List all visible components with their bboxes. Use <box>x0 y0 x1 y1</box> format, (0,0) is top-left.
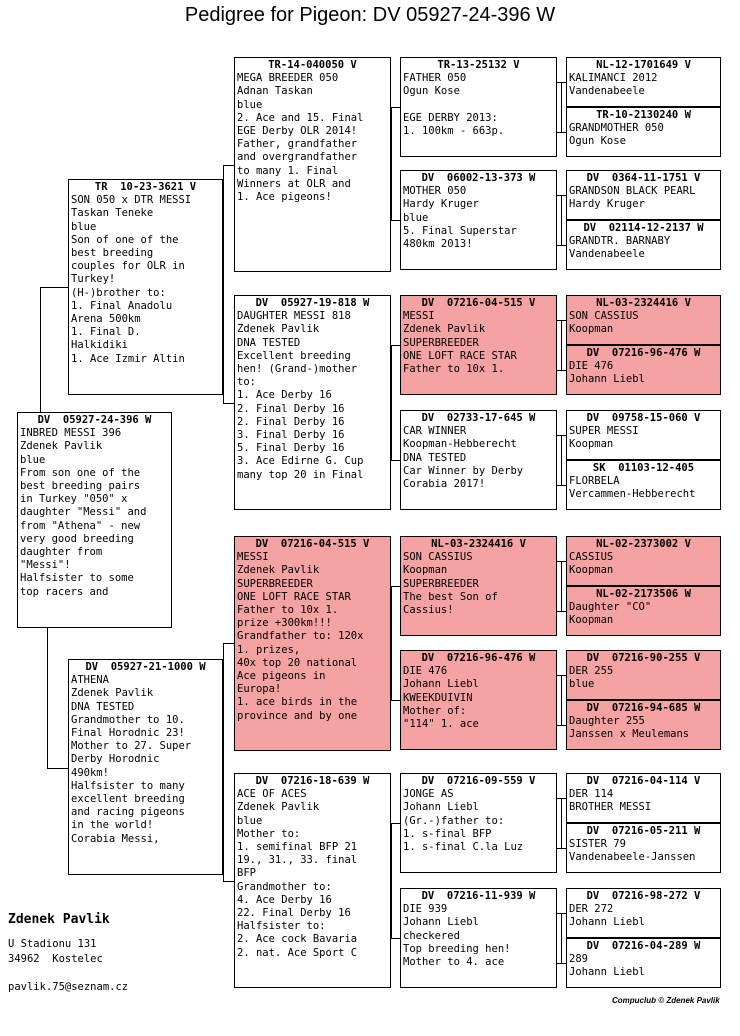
pigeon-name: GRANDTR. BARNABY <box>569 235 671 248</box>
pigeon-info-line: province and by one <box>237 709 358 722</box>
ring-number: DV 07216-96-476 W <box>421 652 536 664</box>
ring-number: TR-13-25132 V <box>437 59 520 71</box>
pigeon-info-line: and racing pigeons <box>71 806 185 819</box>
connector-line <box>561 798 562 848</box>
ring-number: DV 07216-96-476 W <box>586 347 701 359</box>
pigeon-info-line: EGE Derby OLR 2014! <box>237 125 358 138</box>
pedigree-card-sire-sire <box>234 57 391 272</box>
pigeon-info-line: 1. Ace Derby 16 <box>237 389 332 402</box>
connector-line <box>47 768 68 769</box>
pedigree-card-g13 <box>566 773 721 823</box>
pigeon-info-line: best breeding pairs <box>20 480 141 493</box>
pigeon-info-line: 1. prizes, <box>237 643 301 656</box>
pedigree-card-g2 <box>566 106 721 157</box>
pigeon-info-line: ONE LOFT RACE STAR <box>237 590 351 603</box>
pigeon-info-line: and overgrandfather <box>237 151 358 164</box>
pigeon-info-line: Zdenek Pavlik <box>71 687 154 700</box>
pigeon-info-line: Grandfather to: 120x <box>237 630 364 643</box>
page-title: Pedigree for Pigeon: DV 05927-24-396 W <box>184 4 556 26</box>
pigeon-info-line: Grandmother to: <box>237 880 332 893</box>
pigeon-info-line: 19., 31., 33. final <box>237 854 358 867</box>
pigeon-info-line: 2. Ace cock Bavaria <box>237 933 358 946</box>
pigeon-info-line: 480km 2013! <box>403 238 473 251</box>
connector-line <box>223 881 234 882</box>
pigeon-info-line: Mother to 27. Super <box>71 740 192 753</box>
connector-line <box>223 643 234 644</box>
ring-number: DV 09758-15-060 V <box>586 412 701 424</box>
pedigree-card-ddd <box>400 888 557 988</box>
connector-line <box>391 460 400 461</box>
ring-number: DV 07216-18-639 W <box>255 775 370 787</box>
pigeon-info-line: hen! (Grand-)mother <box>237 363 358 376</box>
pigeon-info-line: 1. s-final BFP <box>403 827 492 840</box>
connector-line <box>391 220 400 221</box>
pigeon-info-line: Johann Liebl <box>569 916 645 929</box>
pigeon-info-line: Derby Horodnic <box>71 753 160 766</box>
pigeon-name: SUPER MESSI <box>569 425 639 438</box>
pigeon-info-line: daughter "Messi" and <box>20 506 147 519</box>
pigeon-name: DAUGHTER MESSI 818 <box>237 310 351 323</box>
pigeon-info-line: Johann Liebl <box>403 916 479 929</box>
pigeon-info-line: Koopman <box>569 614 614 627</box>
pigeon-info-line: 5. Final Superstar <box>403 224 517 237</box>
connector-line <box>391 586 392 700</box>
pigeon-info-line: checkered <box>403 929 460 942</box>
pigeon-info-line: very good breeding <box>20 532 134 545</box>
pedigree-card-main <box>17 412 172 628</box>
pigeon-name: FLORBELA <box>569 475 620 488</box>
connector-line <box>47 628 48 768</box>
pigeon-info-line: Halfsister to some <box>20 572 134 585</box>
pigeon-name: DER 114 <box>569 788 614 801</box>
pigeon-name: CAR WINNER <box>403 425 467 438</box>
pigeon-info-line: Hardy Kruger <box>403 198 479 211</box>
connector-line <box>561 561 562 611</box>
pigeon-info-line: Mother to: <box>237 827 301 840</box>
connector-line <box>557 485 566 486</box>
pigeon-info-line: Vandenabeele <box>569 248 645 261</box>
pedigree-card-g9 <box>566 536 721 586</box>
pedigree-card-sire-dam <box>234 295 391 510</box>
pigeon-info-line: The best Son of <box>403 590 498 603</box>
pigeon-name: ACE OF ACES <box>237 788 307 801</box>
pigeon-name: 289 <box>569 953 588 966</box>
pedigree-card-g16 <box>566 937 721 988</box>
pigeon-info-line: Zdenek Pavlik <box>403 323 486 336</box>
ring-number: DV 07216-90-255 V <box>586 652 701 664</box>
pigeon-info-line: BROTHER MESSI <box>569 801 652 814</box>
pigeon-info-line: Halfsister to many <box>71 779 185 792</box>
pigeon-name: Daughter 255 <box>569 715 645 728</box>
pigeon-info-line: daughter from <box>20 546 103 559</box>
pedigree-card-g1 <box>566 57 721 107</box>
pigeon-info-line: Vandenabeele <box>569 85 645 98</box>
pigeon-info-line: 3. Final Derby 16 <box>237 429 345 442</box>
pedigree-card-dds <box>400 773 557 873</box>
breeder-address-street: U Stadionu 131 <box>8 938 97 950</box>
pigeon-name: ATHENA <box>71 674 109 687</box>
pigeon-info-line: couples for OLR in <box>71 260 185 273</box>
blank-line <box>403 99 554 112</box>
pigeon-info-line: "Messi"! <box>20 559 71 572</box>
pigeon-info-line: blue <box>237 814 263 827</box>
ring-number: NL-12-1701649 V <box>596 59 691 71</box>
pigeon-info-line: ONE LOFT RACE STAR <box>403 349 517 362</box>
connector-line <box>557 848 566 849</box>
pedigree-card-g10 <box>566 585 721 636</box>
pigeon-info-line: to many 1. Final <box>237 164 339 177</box>
connector-line <box>223 643 224 881</box>
pigeon-info-line: Winners at OLR and <box>237 177 351 190</box>
pigeon-info-line: in the world! <box>71 819 154 832</box>
pigeon-info-line: Taskan Teneke <box>71 207 154 220</box>
pigeon-info-line: Vercammen-Hebberecht <box>569 488 696 501</box>
pigeon-info-line: Koopman-Hebberecht <box>403 438 517 451</box>
ring-number: SK 01103-12-405 <box>592 462 695 474</box>
connector-line <box>391 107 400 108</box>
pigeon-info-line: Cassius! <box>403 604 454 617</box>
connector-line <box>561 675 562 725</box>
pigeon-info-line: Koopman <box>403 564 448 577</box>
pigeon-info-line: Zdenek Pavlik <box>237 564 320 577</box>
ring-number: DV 0364-11-1751 V <box>586 172 701 184</box>
pigeon-info-line: 1. Final Anadolu <box>71 299 173 312</box>
connector-line <box>223 165 234 166</box>
pigeon-name: GRANDSON BLACK PEARL <box>569 185 696 198</box>
pigeon-info-line: Father to 10x 1. <box>237 604 339 617</box>
ring-number: NL-03-2324416 V <box>431 538 526 550</box>
connector-line <box>561 320 562 370</box>
connector-line <box>391 107 392 220</box>
pigeon-name: FATHER 050 <box>403 72 467 85</box>
pigeon-info-line: 2. nat. Ace Sport C <box>237 946 358 959</box>
pedigree-card-dss <box>400 536 557 636</box>
ring-number: TR-10-2130240 W <box>596 109 691 121</box>
pigeon-info-line: DNA TESTED <box>403 451 467 464</box>
pigeon-info-line: DNA TESTED <box>71 700 135 713</box>
pigeon-info-line: EGE DERBY 2013: <box>403 111 498 124</box>
pigeon-info-line: 2. Ace and 15. Final <box>237 111 364 124</box>
pedigree-card-dam-dam <box>234 773 391 988</box>
pedigree-card-g8 <box>566 459 721 510</box>
pigeon-info-line: 1. semifinal BFP 21 <box>237 841 358 854</box>
ring-number: DV 07216-04-114 V <box>586 775 701 787</box>
pedigree-card-g5 <box>566 295 721 345</box>
pedigree-card-dam <box>68 659 223 875</box>
pigeon-name: SON CASSIUS <box>403 551 473 564</box>
pigeon-info-line: "114" 1. ace <box>403 718 479 731</box>
pigeon-name: DER 255 <box>569 665 614 678</box>
pigeon-name: DIE 939 <box>403 903 448 916</box>
pigeon-info-line: SUPERBREEDER <box>403 336 479 349</box>
pedigree-card-sire <box>68 179 223 395</box>
ring-number: DV 05927-24-396 W <box>37 414 152 426</box>
pedigree-card-sdd <box>400 410 557 510</box>
ring-number: DV 07216-04-515 V <box>421 297 536 309</box>
pigeon-info-line: blue <box>569 678 595 691</box>
ring-number: DV 07216-04-515 V <box>255 538 370 550</box>
pigeon-info-line: BFP <box>237 867 256 880</box>
ring-number: NL-02-2373002 V <box>596 538 691 550</box>
pigeon-info-line: KWEEKDUIVIN <box>403 691 473 704</box>
pigeon-info-line: Koopman <box>569 564 614 577</box>
pigeon-info-line: Son of one of the <box>71 233 179 246</box>
pigeon-info-line: Halfsister to: <box>237 920 326 933</box>
connector-line <box>557 370 566 371</box>
pigeon-info-line: Top breeding hen! <box>403 942 511 955</box>
connector-line <box>557 611 566 612</box>
connector-line <box>391 700 400 701</box>
ring-number: DV 07216-11-939 W <box>421 890 536 902</box>
ring-number: DV 02733-17-645 W <box>421 412 536 424</box>
pigeon-info-line: Johann Liebl <box>403 801 479 814</box>
pigeon-info-line: Mother to 4. ace <box>403 956 505 969</box>
pigeon-name: MESSI <box>403 310 435 323</box>
pigeon-info-line: Janssen x Meulemans <box>569 728 690 741</box>
connector-line <box>40 287 41 412</box>
pedigree-card-g4 <box>566 219 721 270</box>
pigeon-info-line: 40x top 20 national <box>237 656 358 669</box>
pigeon-name: KALIMANCI 2012 <box>569 72 658 85</box>
ring-number: TR 10-23-3621 V <box>94 181 197 193</box>
ring-number: TR-14-040050 V <box>268 59 357 71</box>
pigeon-info-line: from "Athena" - new <box>20 519 141 532</box>
connector-line <box>557 963 566 964</box>
pigeon-info-line: 2. Final Derby 16 <box>237 415 345 428</box>
connector-line <box>561 195 562 245</box>
pigeon-info-line: Final Horodnic 23! <box>71 727 185 740</box>
pigeon-info-line: Johann Liebl <box>569 373 645 386</box>
ring-number: DV 05927-21-1000 W <box>85 661 206 673</box>
pedigree-card-g15 <box>566 888 721 938</box>
pigeon-info-line: Car Winner by Derby <box>403 464 524 477</box>
ring-number: DV 07216-94-685 W <box>586 702 701 714</box>
pigeon-info-line: Zdenek Pavlik <box>237 323 320 336</box>
ring-number: DV 05927-19-818 W <box>255 297 370 309</box>
pigeon-info-line: SUPERBREEDER <box>403 577 479 590</box>
pigeon-info-line: in Turkey "050" x <box>20 493 128 506</box>
pedigree-card-g7 <box>566 410 721 460</box>
pedigree-card-ssd <box>400 170 557 270</box>
pigeon-info-line: Corabia 2017! <box>403 478 486 491</box>
pigeon-info-line: Vandenabeele-Janssen <box>569 851 696 864</box>
pigeon-info-line: (H-)brother to: <box>71 286 166 299</box>
pigeon-info-line: Zdenek Pavlik <box>20 440 103 453</box>
pigeon-name: SISTER 79 <box>569 838 626 851</box>
pigeon-info-line: SUPERBREEDER <box>237 577 313 590</box>
pigeon-name: DIE 476 <box>569 360 614 373</box>
pigeon-info-line: Koopman <box>569 438 614 451</box>
pigeon-info-line: Father to 10x 1. <box>403 363 505 376</box>
pedigree-card-g14 <box>566 822 721 873</box>
pigeon-info-line: 1. s-final C.la Luz <box>403 841 524 854</box>
pigeon-info-line: blue <box>20 453 46 466</box>
connector-line <box>391 345 400 346</box>
pigeon-name: GRANDMOTHER 050 <box>569 122 664 135</box>
pigeon-name: DIE 476 <box>403 665 448 678</box>
ring-number: DV 07216-98-272 V <box>586 890 701 902</box>
pigeon-info-line: 2. Final Derby 16 <box>237 402 345 415</box>
ring-number: DV 07216-09-559 V <box>421 775 536 787</box>
footer-credit: Compuclub © Zdenek Pavlik <box>612 996 720 1005</box>
pigeon-info-line: Europa! <box>237 683 282 696</box>
pigeon-info-line: 22. Final Derby 16 <box>237 907 351 920</box>
pigeon-info-line: (Gr.-)father to: <box>403 814 505 827</box>
pigeon-info-line: blue <box>403 211 429 224</box>
pigeon-info-line: Hardy Kruger <box>569 198 645 211</box>
pigeon-info-line: Grandmother to 10. <box>71 713 185 726</box>
pigeon-info-line: 1. Final D. <box>71 326 141 339</box>
connector-line <box>561 435 562 485</box>
ring-number: DV 06002-13-373 W <box>421 172 536 184</box>
pedigree-card-g11 <box>566 650 721 700</box>
pigeon-name: MOTHER 050 <box>403 185 467 198</box>
breeder-address-city: 34962 Kostelec <box>8 953 103 965</box>
connector-line <box>561 913 562 963</box>
connector-line <box>223 403 234 404</box>
pigeon-name: MEGA BREEDER 050 <box>237 72 339 85</box>
pedigree-card-sds <box>400 295 557 395</box>
breeder-email[interactable]: pavlik.75@seznam.cz <box>8 981 129 993</box>
pigeon-info-line: 5. Final Derby 16 <box>237 442 345 455</box>
pigeon-info-line: 1. ace birds in the <box>237 696 358 709</box>
ring-number: DV 07216-05-211 W <box>586 825 701 837</box>
ring-number: DV 07216-04-289 W <box>586 940 701 952</box>
connector-line <box>391 823 400 824</box>
pigeon-info-line: Ogun Kose <box>569 135 626 148</box>
pigeon-name: MESSI <box>237 551 269 564</box>
pedigree-card-sss <box>400 57 557 157</box>
pedigree-card-g6 <box>566 344 721 395</box>
connector-line <box>391 938 400 939</box>
pigeon-info-line: Adnan Taskan <box>237 85 313 98</box>
pigeon-info-line: many top 20 in Final <box>237 468 364 481</box>
ring-number: NL-03-2324416 V <box>596 297 691 309</box>
pigeon-name: DER 272 <box>569 903 614 916</box>
pigeon-name: CASSIUS <box>569 551 614 564</box>
pigeon-info-line: blue <box>237 98 263 111</box>
connector-line <box>391 823 392 938</box>
connector-line <box>391 345 392 460</box>
ring-number: DV 02114-12-2137 W <box>583 222 704 234</box>
pigeon-info-line: Ace pigeons in <box>237 670 326 683</box>
pigeon-info-line: Arena 500km <box>71 313 141 326</box>
pigeon-info-line: From son one of the <box>20 466 141 479</box>
pedigree-card-g3 <box>566 170 721 220</box>
pigeon-info-line: excellent breeding <box>71 793 185 806</box>
pigeon-info-line: 4. Ace Derby 16 <box>237 893 332 906</box>
pigeon-info-line: Koopman <box>569 323 614 336</box>
pigeon-info-line: Halkidiki <box>71 339 128 352</box>
pigeon-info-line: Father, grandfather <box>237 138 358 151</box>
pigeon-info-line: Ogun Kose <box>403 85 460 98</box>
pigeon-info-line: DNA TESTED <box>237 336 301 349</box>
connector-line <box>557 132 566 133</box>
connector-line <box>557 725 566 726</box>
connector-line <box>391 586 400 587</box>
pigeon-info-line: Corabia Messi, <box>71 832 160 845</box>
pigeon-info-line: to: <box>237 376 256 389</box>
pigeon-info-line: top racers and <box>20 585 109 598</box>
connector-line <box>223 165 224 403</box>
pigeon-info-line: Zdenek Pavlik <box>237 801 320 814</box>
connector-line <box>561 82 562 132</box>
pigeon-info-line: Turkey! <box>71 273 116 286</box>
pigeon-name: Daughter "CO" <box>569 601 652 614</box>
pigeon-name: JONGE AS <box>403 788 454 801</box>
pigeon-name: INBRED MESSI 396 <box>20 427 122 440</box>
pigeon-info-line: Johann Liebl <box>569 966 645 979</box>
pigeon-info-line: 1. Ace Izmir Altin <box>71 352 185 365</box>
breeder-name: Zdenek Pavlik <box>8 912 110 927</box>
pigeon-name: SON CASSIUS <box>569 310 639 323</box>
pigeon-info-line: 3. Ace Edirne G. Cup <box>237 455 364 468</box>
pedigree-card-dam-sire <box>234 536 391 751</box>
ring-number: NL-02-2173506 W <box>596 588 691 600</box>
pigeon-info-line: 1. Ace pigeons! <box>237 191 332 204</box>
pigeon-info-line: best breeding <box>71 247 154 260</box>
pigeon-info-line: 490km! <box>71 766 109 779</box>
pedigree-card-g12 <box>566 699 721 750</box>
pigeon-info-line: Mother of: <box>403 704 467 717</box>
connector-line <box>557 245 566 246</box>
pedigree-card-dsd <box>400 650 557 750</box>
pigeon-info-line: Johann Liebl <box>403 678 479 691</box>
connector-line <box>40 287 68 288</box>
pigeon-info-line: Excellent breeding <box>237 349 351 362</box>
pigeon-info-line: prize +300km!!! <box>237 617 332 630</box>
pigeon-name: SON 050 x DTR MESSI <box>71 194 192 207</box>
pigeon-info-line: blue <box>71 220 97 233</box>
pigeon-info-line: 1. 100km - 663p. <box>403 124 505 137</box>
